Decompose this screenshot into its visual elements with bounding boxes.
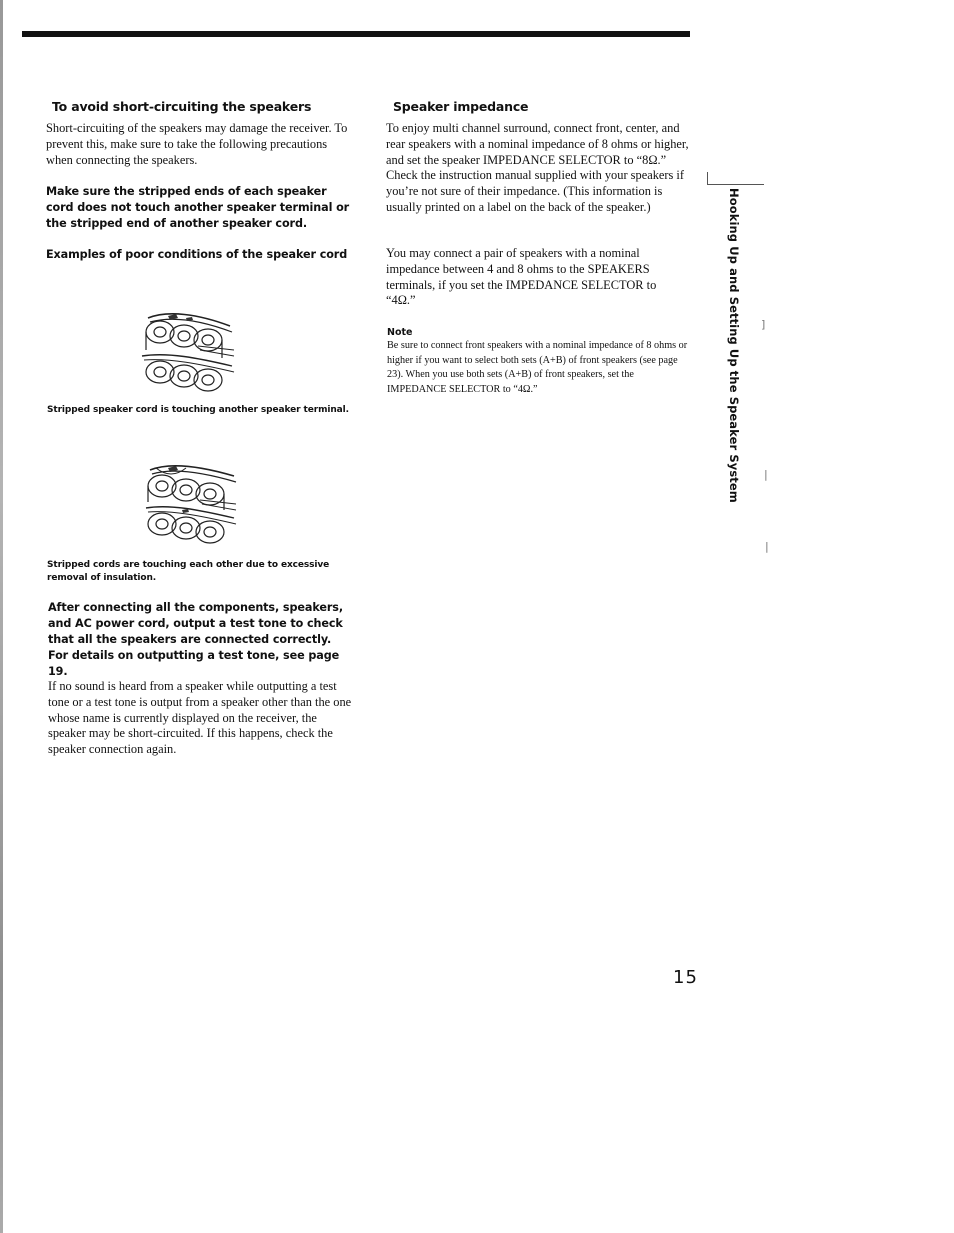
warning-paragraph: Make sure the stripped ends of each speaker cord does not touch another speaker terminal or the stripped end of another speaker cord. — [46, 185, 350, 230]
scan-mark: | — [765, 540, 769, 553]
caption-cords-touching: Stripped cords are touching each other due to excessive removal of insulation. — [47, 560, 330, 583]
speaker-terminal-illustration-1 — [138, 306, 238, 398]
impedance-paragraph-1: To enjoy multi channel surround, connect front, center, and rear speakers with a nominal impedance of 8 ohms or higher, and set the speaker IMPEDANCE SELECTOR to “8Ω.” Check the instruction manual supplied with your speakers if you’re not sure of their impedance. (This information is usually printed on a label on the back of the speaker.) — [386, 121, 689, 214]
note-label: Note — [387, 327, 413, 338]
speaker-terminal-illustration-2 — [142, 460, 240, 550]
top-rule — [22, 31, 690, 37]
scan-mark: ] — [761, 318, 766, 331]
test-tone-paragraph: If no sound is heard from a speaker while outputting a test tone or a test tone is output from a speaker other than the one whose name is currently displayed on the receiver, the speaker may be short-circuited. If this happens, check the speaker connection again. — [48, 679, 352, 757]
caption-terminal-touching: Stripped speaker cord is touching another speaker terminal. — [47, 405, 349, 415]
side-tab-marker — [707, 172, 764, 185]
page-number: 15 — [673, 967, 698, 988]
examples-heading: Examples of poor conditions of the speaker cord — [46, 248, 348, 261]
intro-paragraph: Short-circuiting of the speakers may damage the receiver. To prevent this, make sure to take the following precautions when connecting the speakers. — [46, 121, 348, 167]
test-tone-instruction: After connecting all the components, speakers, and AC power cord, output a test tone to check that all the speakers are connected correctly. For details on outputting a test tone, see page 19. — [48, 601, 343, 678]
section-heading-short-circuit: To avoid short-circuiting the speakers — [52, 99, 312, 114]
scan-mark: | — [764, 468, 768, 481]
side-section-title: Hooking Up and Setting Up the Speaker System — [727, 188, 741, 503]
section-heading-impedance: Speaker impedance — [393, 99, 529, 114]
impedance-paragraph-2: You may connect a pair of speakers with a nominal impedance between 4 and 8 ohms to the SPEAKERS terminals, if you set the IMPEDANCE SELECTOR to “4Ω.” — [386, 246, 657, 308]
note-text: Be sure to connect front speakers with a nominal impedance of 8 ohms or higher if you want to select both sets (A+B) of front speakers (see page 23). When you use both sets (A+B) of front speakers, set the IMPEDANCE SELECTOR to “4Ω.” — [387, 340, 688, 395]
scan-edge — [0, 0, 3, 1233]
